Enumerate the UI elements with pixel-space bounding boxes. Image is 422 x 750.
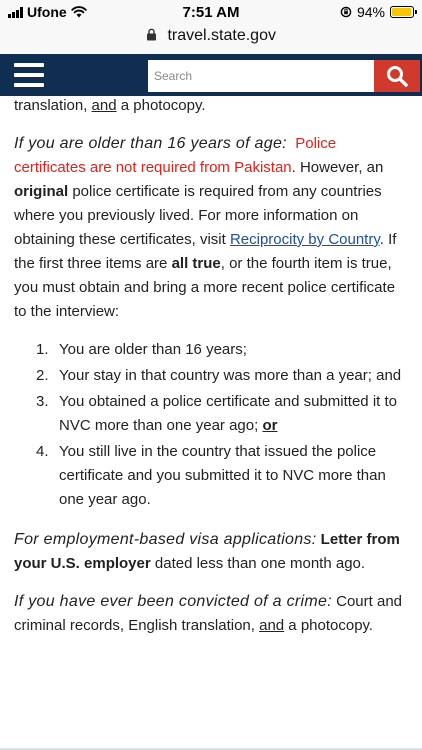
list-item: 4. You still live in the country that issued the police certificate and you submitted it to NVC more than one year ago. bbox=[36, 443, 386, 508]
crime-paragraph: If you have ever been convicted of a crime: Court and criminal records, English translation, and a photocopy. bbox=[14, 593, 403, 634]
age-requirement-paragraph: If you are older than 16 years of age: Police certificates are not required from Pakistan. However, an original police certificate is required from any countries where you previously lived. For more information on obtaining these certificates, visit Reciprocity by Country. If the first three items are all true, or the fourth item is true, you must obtain and bring a more recent police certificate to the interview: bbox=[14, 135, 397, 320]
url-domain: travel.state.gov bbox=[167, 27, 276, 44]
hamburger-menu-icon[interactable] bbox=[14, 63, 44, 87]
list-item: 3. You obtained a police certificate and submitted it to NVC more than one year ago; or bbox=[36, 393, 397, 434]
list-item: 1. You are older than 16 years; bbox=[36, 341, 247, 358]
list-item: 2. Your stay in that country was more than a year; and bbox=[36, 367, 402, 384]
employment-lead: For employment-based visa applications: bbox=[14, 531, 317, 548]
search-button[interactable] bbox=[374, 60, 420, 92]
site-header bbox=[0, 54, 422, 96]
carrier-name: Ufone bbox=[27, 4, 67, 20]
search-input[interactable] bbox=[148, 60, 374, 92]
main-content bbox=[14, 96, 410, 652]
status-right-group bbox=[340, 4, 414, 20]
employment-paragraph: For employment-based visa applications: Letter from your U.S. employer dated less than one month ago. bbox=[14, 531, 400, 572]
age-lead: If you are older than 16 years of age: bbox=[14, 135, 287, 152]
url-bar[interactable] bbox=[0, 24, 422, 54]
pakistan-notice: Police certificates are not required from Pakistan bbox=[14, 135, 337, 176]
status-bar bbox=[0, 0, 422, 24]
reciprocity-by-country-link[interactable]: Reciprocity by Country bbox=[229, 231, 380, 248]
orientation-lock-icon bbox=[340, 6, 352, 18]
intro-tail-paragraph: translation, and a photocopy. bbox=[14, 97, 206, 114]
police-certificate-conditions-list bbox=[14, 338, 410, 512]
crime-lead: If you have ever been convicted of a crime: bbox=[14, 593, 332, 610]
lock-icon bbox=[146, 28, 157, 41]
search-icon bbox=[386, 65, 408, 87]
clock: 7:51 AM bbox=[182, 4, 240, 21]
battery-level bbox=[392, 8, 411, 16]
battery-percent: 94% bbox=[356, 4, 385, 20]
battery-icon bbox=[390, 6, 414, 18]
